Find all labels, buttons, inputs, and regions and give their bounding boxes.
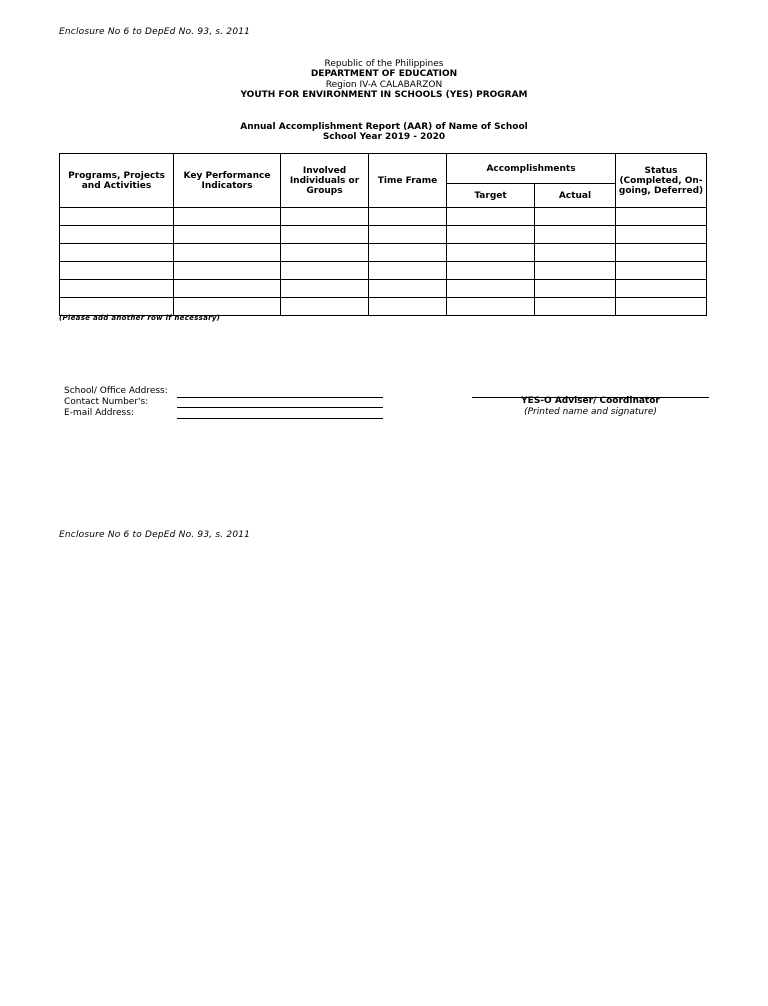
col-header-status: Status (Completed, On-going, Deferred) bbox=[616, 154, 707, 208]
table-cell bbox=[447, 298, 535, 316]
col-header-actual: Actual bbox=[535, 184, 616, 208]
table-cell bbox=[60, 280, 174, 298]
table-row bbox=[60, 298, 707, 316]
col-header-target: Target bbox=[447, 184, 535, 208]
enclosure-reference-bottom: Enclosure No 6 to DepEd No. 93, s. 2011 bbox=[59, 530, 251, 540]
table-cell bbox=[60, 244, 174, 262]
header-department: DEPARTMENT OF EDUCATION bbox=[310, 69, 458, 79]
enclosure-reference-top: Enclosure No 6 to DepEd No. 93, s. 2011 bbox=[59, 27, 251, 37]
table-cell bbox=[535, 298, 616, 316]
header-region: Region IV-A CALABARZON bbox=[325, 80, 443, 90]
col-header-involved: Involved Individuals or Groups bbox=[281, 154, 369, 208]
contact-number-label: Contact Number's: bbox=[64, 397, 149, 407]
table-row bbox=[60, 280, 707, 298]
table-cell bbox=[369, 280, 447, 298]
report-school-year: School Year 2019 - 2020 bbox=[322, 132, 446, 142]
table-cell bbox=[447, 208, 535, 226]
table-cell bbox=[616, 262, 707, 280]
table-cell bbox=[447, 262, 535, 280]
table-cell bbox=[174, 226, 281, 244]
table-cell bbox=[174, 280, 281, 298]
table-cell bbox=[281, 208, 369, 226]
table-cell bbox=[616, 298, 707, 316]
table-cell bbox=[281, 298, 369, 316]
table-cell bbox=[281, 262, 369, 280]
table-cell bbox=[60, 208, 174, 226]
col-header-accomplishments: Accomplishments bbox=[447, 154, 616, 184]
table-cell bbox=[174, 262, 281, 280]
col-header-kpi: Key Performance Indicators bbox=[174, 154, 281, 208]
table-cell bbox=[369, 298, 447, 316]
school-address-line bbox=[177, 397, 383, 398]
table-cell bbox=[281, 280, 369, 298]
table-cell bbox=[616, 280, 707, 298]
email-address-line bbox=[177, 418, 383, 419]
table-row bbox=[60, 208, 707, 226]
table-cell bbox=[535, 208, 616, 226]
email-address-label: E-mail Address: bbox=[64, 408, 134, 418]
table-cell bbox=[369, 208, 447, 226]
report-title: Annual Accomplishment Report (AAR) of Name of School bbox=[240, 122, 528, 132]
col-header-time-frame: Time Frame bbox=[369, 154, 447, 208]
table-row bbox=[60, 226, 707, 244]
table-cell bbox=[60, 262, 174, 280]
contact-number-line bbox=[177, 407, 383, 408]
table-cell bbox=[447, 226, 535, 244]
col-header-programs: Programs, Projects and Activities bbox=[60, 154, 174, 208]
table-cell bbox=[281, 226, 369, 244]
table-cell bbox=[616, 226, 707, 244]
table-row bbox=[60, 244, 707, 262]
table-cell bbox=[369, 226, 447, 244]
table-cell bbox=[174, 298, 281, 316]
table-cell bbox=[281, 244, 369, 262]
table-cell bbox=[60, 298, 174, 316]
table-cell bbox=[174, 208, 281, 226]
table-cell bbox=[60, 226, 174, 244]
table-cell bbox=[174, 244, 281, 262]
school-address-label: School/ Office Address: bbox=[64, 386, 168, 396]
table-cell bbox=[447, 244, 535, 262]
signatory-title: YES-O Adviser/ Coordinator bbox=[521, 396, 660, 406]
table-cell bbox=[447, 280, 535, 298]
signatory-note: (Printed name and signature) bbox=[524, 407, 657, 417]
table-cell bbox=[535, 262, 616, 280]
header-republic: Republic of the Philippines bbox=[324, 59, 444, 69]
table-cell bbox=[535, 280, 616, 298]
table-cell bbox=[616, 244, 707, 262]
table-cell bbox=[616, 208, 707, 226]
add-row-note: (Please add another row if necessary) bbox=[59, 314, 221, 322]
table-row bbox=[60, 262, 707, 280]
table-cell bbox=[535, 244, 616, 262]
accomplishment-table bbox=[59, 153, 707, 316]
header-program: YOUTH FOR ENVIRONMENT IN SCHOOLS (YES) PROGRAM bbox=[240, 90, 528, 100]
table-cell bbox=[369, 262, 447, 280]
table-cell bbox=[369, 244, 447, 262]
table-cell bbox=[535, 226, 616, 244]
